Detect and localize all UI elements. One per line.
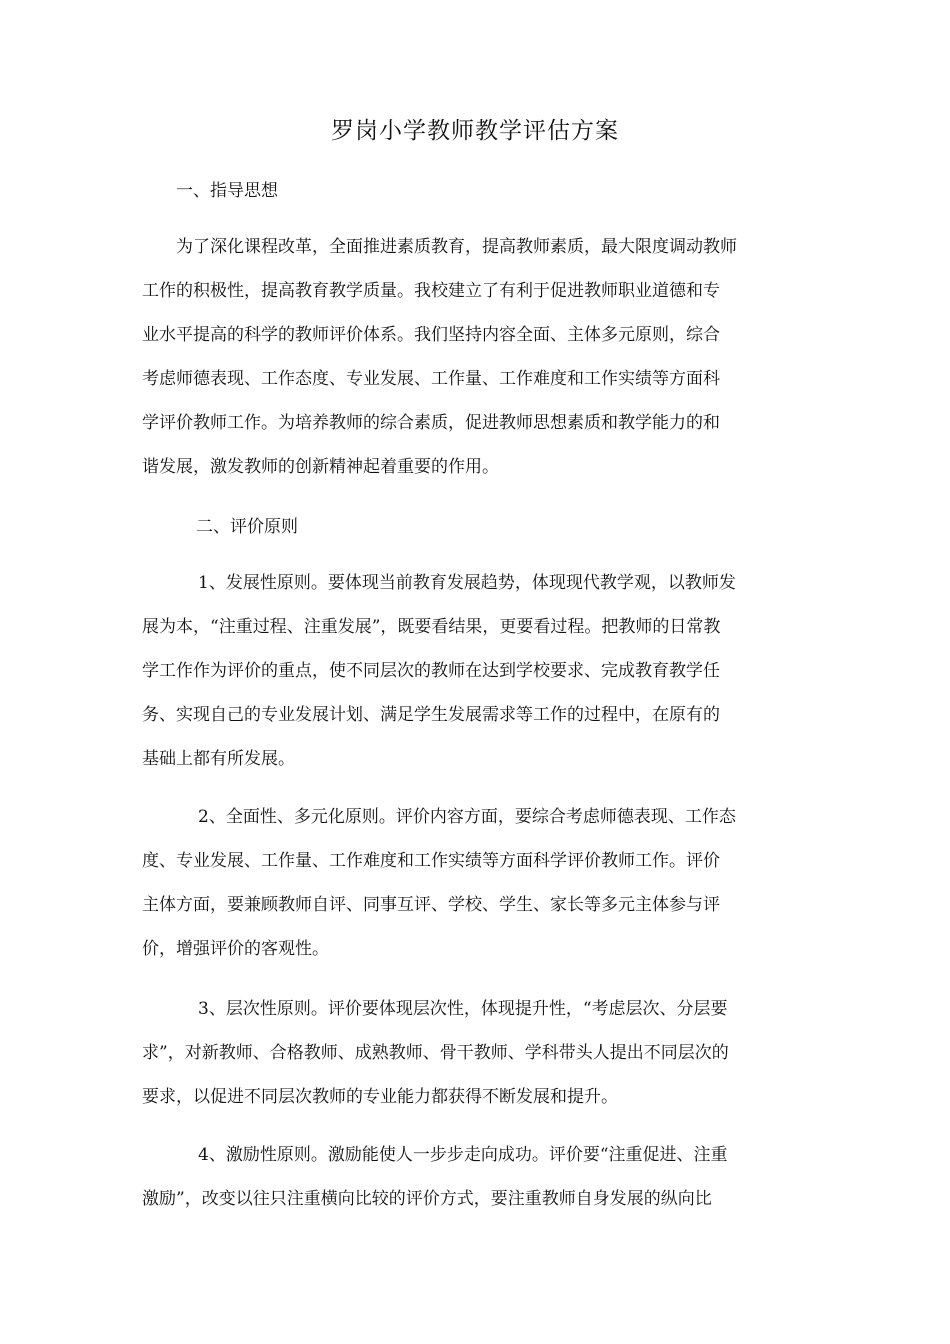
paragraph-line: 展为本，“注重过程、注重发展”，既要看结果，更要看过程。把教师的日常教	[142, 617, 721, 637]
document-title: 罗岗小学教师教学评估方案	[331, 118, 619, 144]
section-heading-evaluation-principles: 二、评价原则	[196, 517, 298, 537]
paragraph-line: 激励”，改变以往只注重横向比较的评价方式，要注重教师自身发展的纵向比	[142, 1189, 712, 1209]
paragraph-line: 要求，以促进不同层次教师的专业能力都获得不断发展和提升。	[142, 1087, 618, 1107]
section-heading-guiding-idea: 一、指导思想	[176, 181, 278, 201]
paragraph-line: 谐发展，激发教师的创新精神起着重要的作用。	[142, 457, 499, 477]
paragraph-line: 4、激励性原则。激励能使人一步步走向成功。评价要“注重促进、注重	[198, 1145, 728, 1165]
paragraph-line: 务、实现自己的专业发展计划、满足学生发展需求等工作的过程中，在原有的	[142, 705, 720, 725]
paragraph-line: 学工作作为评价的重点，使不同层次的教师在达到学校要求、完成教育教学任	[142, 661, 720, 681]
paragraph-line: 业水平提高的科学的教师评价体系。我们坚持内容全面、主体多元原则，综合	[142, 325, 720, 345]
paragraph-line: 主体方面，要兼顾教师自评、同事互评、学校、学生、家长等多元主体参与评	[142, 895, 720, 915]
paragraph-line: 3、层次性原则。评价要体现层次性，体现提升性，“考虑层次、分层要	[198, 999, 728, 1019]
paragraph-line: 基础上都有所发展。	[142, 749, 295, 769]
paragraph-line: 2、全面性、多元化原则。评价内容方面，要综合考虑师德表现、工作态	[198, 807, 736, 827]
paragraph-line: 学评价教师工作。为培养教师的综合素质，促进教师思想素质和教学能力的和	[142, 413, 720, 433]
paragraph-line: 工作的积极性，提高教育教学质量。我校建立了有利于促进教师职业道德和专	[142, 281, 720, 301]
paragraph-line: 度、专业发展、工作量、工作难度和工作实绩等方面科学评价教师工作。评价	[142, 851, 720, 871]
paragraph-line: 1、发展性原则。要体现当前教育发展趋势，体现现代教学观，以教师发	[198, 573, 736, 593]
paragraph-line: 考虑师德表现、工作态度、专业发展、工作量、工作难度和工作实绩等方面科	[142, 369, 720, 389]
paragraph-line: 价，增强评价的客观性。	[142, 939, 329, 959]
paragraph-line: 求”，对新教师、合格教师、成熟教师、骨干教师、学科带头人提出不同层次的	[142, 1043, 729, 1063]
paragraph-line: 为了深化课程改革，全面推进素质教育，提高教师素质，最大限度调动教师	[176, 237, 737, 257]
